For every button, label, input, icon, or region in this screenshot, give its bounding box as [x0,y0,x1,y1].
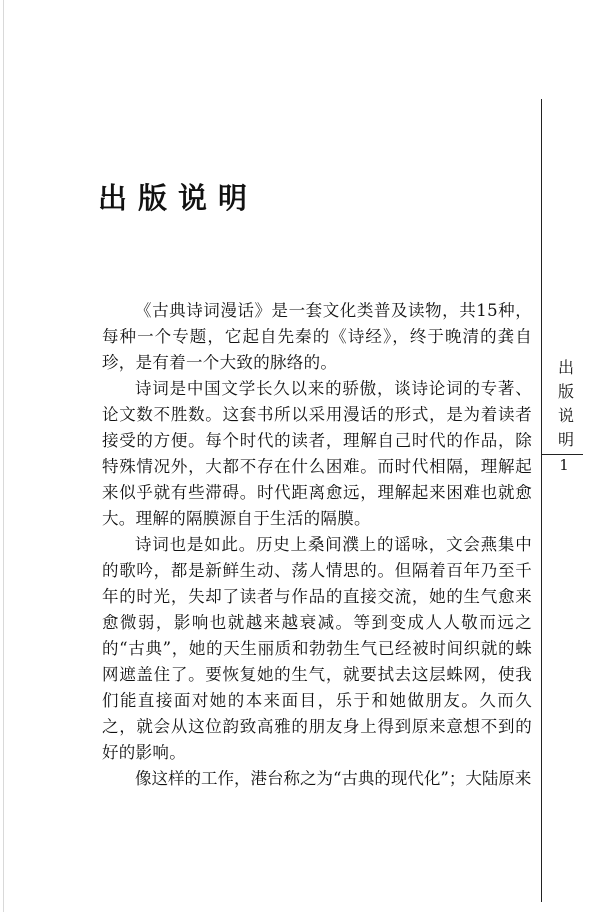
paragraph-2: 诗词是中国文学长久以来的骄傲，谈诗论词的专著、论文数不胜数。这套书所以采用漫话的形式，是为着读者接受的方便。每个时代的读者，理解自己时代的作品，除特殊情况外，大都不存在什么困难。而时代相隔，理解起来似乎就有些滞碍。时代距离愈远，理解起来困难也就愈大。理解的隔膜源自于生活的隔膜。 [102,379,532,528]
body-text [102,298,532,792]
running-head-char: 出 [557,358,574,377]
running-head-char: 说 [557,406,574,425]
margin-horizontal-rule [541,454,583,455]
page-number: 1 [559,456,569,474]
page-title: 出版说明 [98,181,259,215]
page-left-edge [3,0,4,912]
paragraph-4: 像这样的工作，港台称之为“古典的现代化”；大陆原来 [135,769,532,788]
running-head-vertical [556,356,576,452]
running-head-char: 版 [557,382,574,401]
paragraph-1: 《古典诗词漫话》是一套文化类普及读物，共15种，每种一个专题，它起自先秦的《诗经》，终于晚清的龚自珍，是有着一个大致的脉络的。 [102,301,532,372]
margin-vertical-rule [541,99,542,902]
paragraph-3: 诗词也是如此。历史上桑间濮上的谣咏，文会燕集中的歌吟，都是新鲜生动、荡人情思的。但隔着百年乃至千年的时光，失却了读者与作品的直接交流，她的生气愈来愈微弱，影响也就越来越衰减。等到变成人人敬而远之的“古典”，她的天生丽质和勃勃生气已经被时间织就的蛛网遮盖住了。要恢复她的生气，就要拭去这层蛛网，使我们能直接面对她的本来面目，乐于和她做朋友。久而久之，就会从这位韵致高雅的朋友身上得到原来意想不到的好的影响。 [102,535,532,762]
running-head-char: 明 [557,430,574,449]
